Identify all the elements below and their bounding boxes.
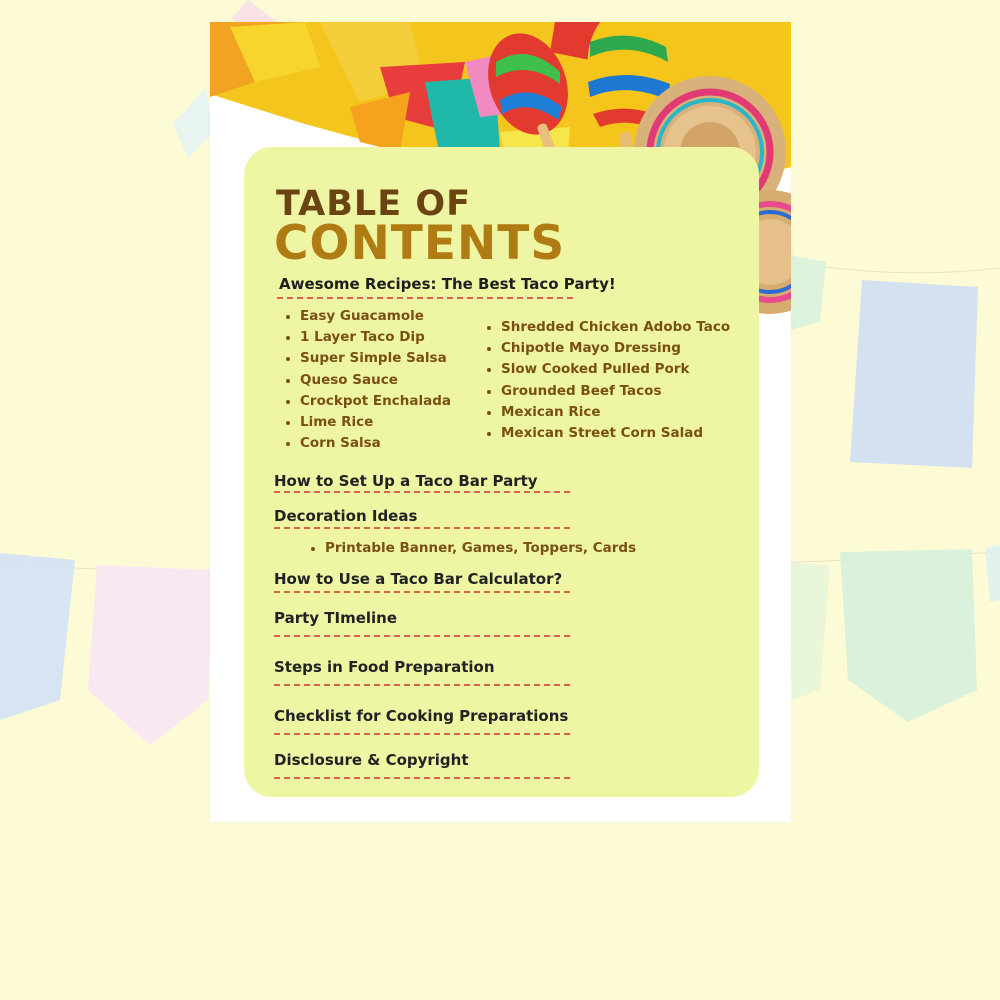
recipe-item: Super Simple Salsa [286,348,451,369]
recipe-list-right [487,317,730,444]
section-underline [274,684,570,686]
recipe-item: Slow Cooked Pulled Pork [487,359,730,380]
section-underline [274,635,570,637]
recipe-item: Lime Rice [286,412,451,433]
section-taco-bar: How to Set Up a Taco Bar Party [274,472,538,490]
section-checklist: Checklist for Cooking Preparations [274,707,569,725]
recipe-item: Grounded Beef Tacos [487,381,730,402]
recipe-item: Mexican Rice [487,402,730,423]
recipe-item: 1 Layer Taco Dip [286,327,451,348]
title-line-1: TABLE OF [276,184,471,224]
section-timeline: Party TImeline [274,609,398,627]
title-line-2: CONTENTS [274,216,566,271]
section-decoration: Decoration Ideas [274,507,418,525]
decoration-list [311,538,636,559]
section-underline [274,733,570,735]
section-underline [274,527,570,529]
recipe-item: Crockpot Enchalada [286,391,451,412]
recipe-item: Queso Sauce [286,370,451,391]
recipes-heading: Awesome Recipes: The Best Taco Party! [279,275,616,293]
recipe-item: Easy Guacamole [286,306,451,327]
recipe-item: Shredded Chicken Adobo Taco [487,317,730,338]
recipe-list-left [286,306,451,454]
section-disclosure: Disclosure & Copyright [274,751,469,769]
recipe-item: Corn Salsa [286,433,451,454]
recipe-item: Mexican Street Corn Salad [487,423,730,444]
recipes-heading-underline [277,297,573,299]
decoration-item: Printable Banner, Games, Toppers, Cards [311,538,636,559]
section-underline [274,777,570,779]
section-food-prep: Steps in Food Preparation [274,658,495,676]
section-underline [274,491,570,493]
section-calculator: How to Use a Taco Bar Calculator? [274,570,563,588]
recipe-item: Chipotle Mayo Dressing [487,338,730,359]
section-underline [274,591,570,593]
